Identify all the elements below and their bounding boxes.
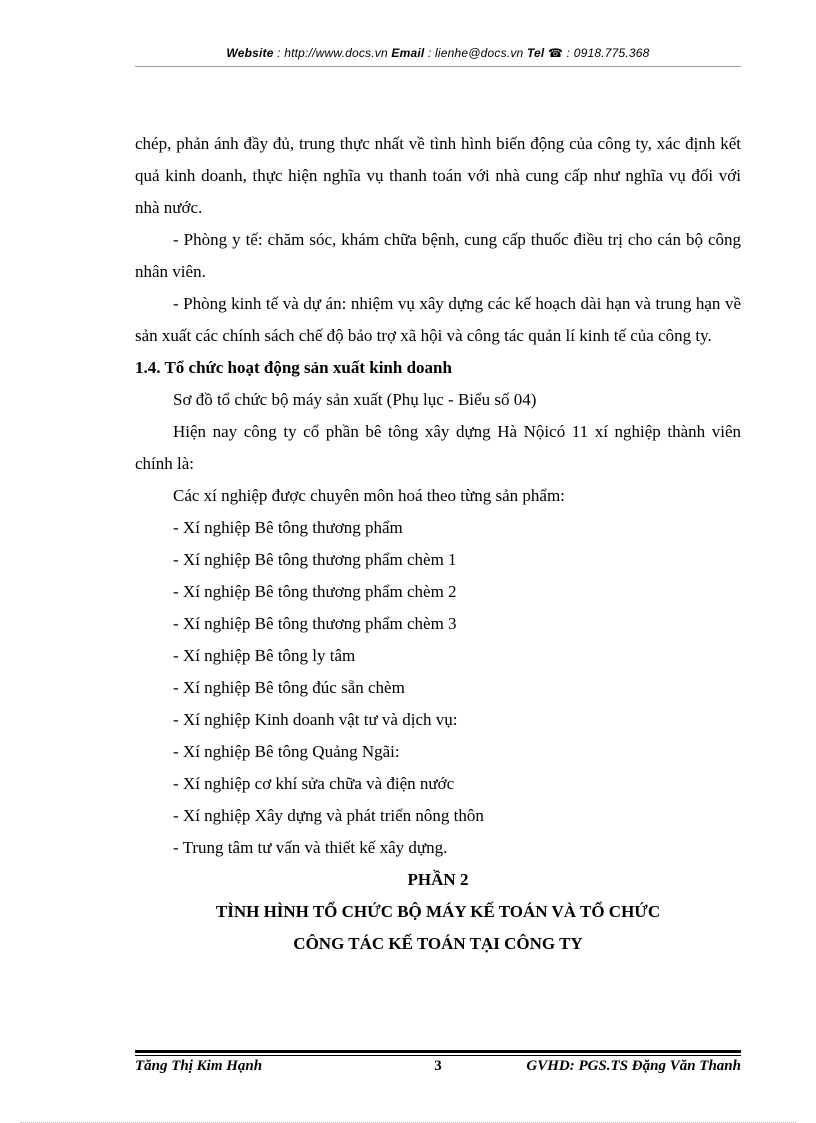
paragraph-subsidiaries: Hiện nay công ty cổ phần bê tông xây dựng Hà Nộicó 11 xí nghiệp thành viên chính là: bbox=[135, 422, 741, 473]
header-divider bbox=[135, 66, 741, 67]
advisor-name: GVHD: PGS.TS Đặng Văn Thanh bbox=[526, 1058, 741, 1074]
enterprise-list bbox=[135, 512, 741, 864]
part-title-line-2: CÔNG TÁC KẾ TOÁN TẠI CÔNG TY bbox=[293, 934, 583, 953]
list-item: - Xí nghiệp Bê tông thương phẩm chèm 3 bbox=[173, 614, 457, 633]
list-item: - Xí nghiệp Bê tông ly tâm bbox=[173, 646, 356, 665]
page-number: 3 bbox=[434, 1058, 442, 1074]
tel-label: Tel bbox=[526, 46, 545, 60]
website-label: Website bbox=[226, 46, 274, 60]
paragraph-specialization: Các xí nghiệp được chuyên môn hoá theo từng sản phẩm: bbox=[173, 486, 565, 505]
list-item: - Xí nghiệp Bê tông Quảng Ngãi: bbox=[173, 742, 400, 761]
list-item: - Xí nghiệp Xây dựng và phát triển nông thôn bbox=[173, 806, 484, 825]
paragraph-accounting: chép, phản ánh đầy đủ, trung thực nhất về tình hình biến động của công ty, xác định kết quả kinh doanh, thực hiện nghĩa vụ thanh toán với nhà cung cấp như nghĩa vụ đối với nhà nước. bbox=[135, 134, 741, 217]
page-header bbox=[135, 46, 741, 60]
email-label: Email bbox=[391, 46, 425, 60]
phone-icon: ☎ bbox=[547, 46, 564, 60]
author-name: Tăng Thị Kim Hạnh bbox=[135, 1058, 263, 1074]
list-item: - Xí nghiệp Bê tông thương phẩm bbox=[173, 518, 403, 537]
list-item: - Xí nghiệp Bê tông thương phẩm chèm 2 bbox=[173, 582, 457, 601]
paragraph-economics-room: - Phòng kinh tế và dự án: nhiệm vụ xây dựng các kế hoạch dài hạn và trung hạn về sản xuất các chính sách chế độ bảo trợ xã hội và công tác quản lí kinh tế của công ty. bbox=[135, 294, 741, 345]
part-label: PHẦN 2 bbox=[407, 870, 469, 889]
list-item: - Xí nghiệp Kinh doanh vật tư và dịch vụ: bbox=[173, 710, 458, 729]
paragraph-production-diagram: Sơ đồ tổ chức bộ máy sản xuất (Phụ lục - Biểu số 04) bbox=[173, 390, 537, 409]
email-value[interactable]: : lienhe@docs.vn bbox=[424, 46, 527, 60]
part-title-line-1: TÌNH HÌNH TỔ CHỨC BỘ MÁY KẾ TOÁN VÀ TỔ CHỨC bbox=[215, 902, 661, 921]
footer-divider-thin bbox=[135, 1055, 741, 1056]
list-item: - Xí nghiệp cơ khí sửa chữa và điện nước bbox=[173, 774, 455, 793]
tel-value: : 0918.775.368 bbox=[563, 46, 650, 60]
document-body bbox=[135, 128, 741, 960]
list-item: - Trung tâm tư vấn và thiết kế xây dựng. bbox=[173, 838, 448, 857]
list-item: - Xí nghiệp Bê tông đúc sẵn chèm bbox=[173, 678, 405, 697]
paragraph-medical-room: - Phòng y tế: chăm sóc, khám chữa bệnh, cung cấp thuốc điều trị cho cán bộ công nhân viên. bbox=[135, 230, 741, 281]
list-item: - Xí nghiệp Bê tông thương phẩm chèm 1 bbox=[173, 550, 457, 569]
section-heading: 1.4. Tổ chức hoạt động sản xuất kinh doanh bbox=[135, 358, 452, 377]
footer-divider-thick bbox=[135, 1050, 741, 1053]
page-footer bbox=[135, 1058, 741, 1078]
website-value[interactable]: : http://www.docs.vn bbox=[273, 46, 392, 60]
